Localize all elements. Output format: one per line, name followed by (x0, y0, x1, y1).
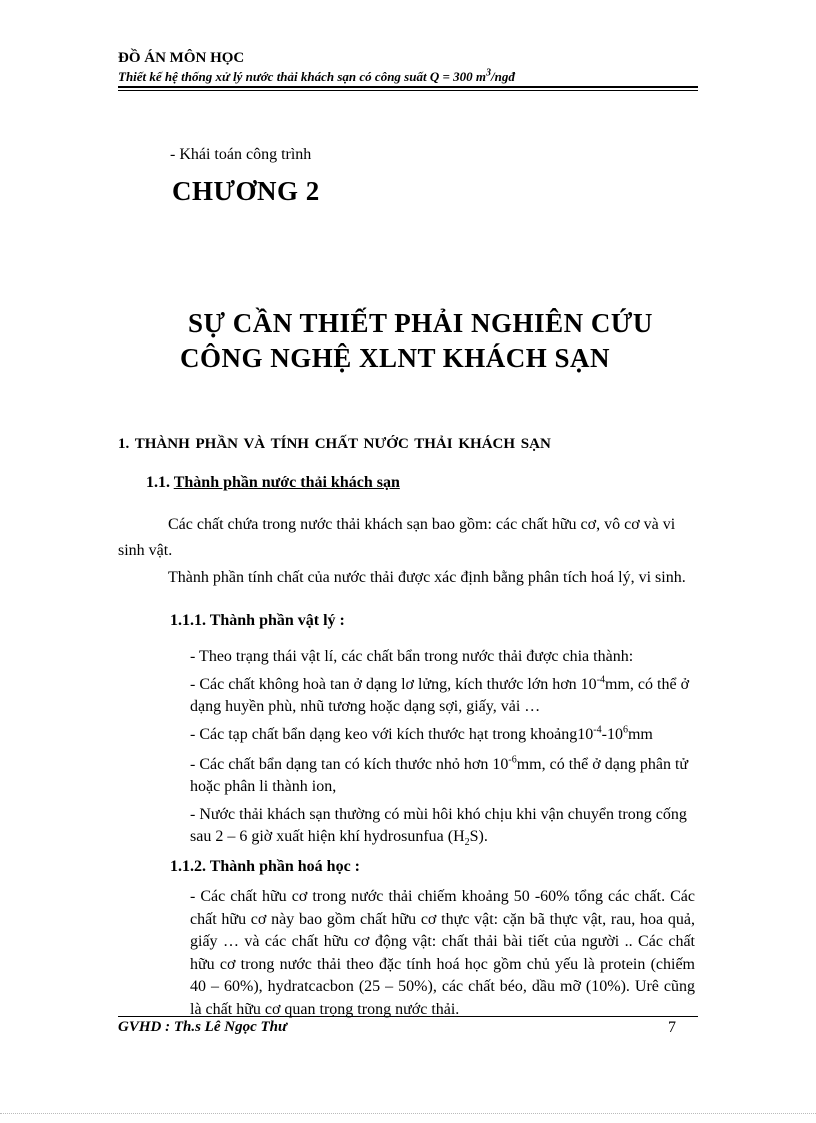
section-1-1-2-heading: 1.1.2. Thành phần hoá học : (170, 858, 360, 875)
section-1-1-title: Thành phần nước thải khách sạn (173, 474, 400, 491)
header-subtitle (118, 69, 515, 85)
header-subtitle-end: /ngđ (491, 69, 515, 84)
section-1-1-heading (146, 474, 400, 492)
paragraph-2: Thành phần tính chất của nước thải được xác định bằng phân tích hoá lý, vi sinh. (168, 569, 686, 586)
pre-line: - Khái toán công trình (170, 146, 312, 163)
physical-bullet-2: - Các chất không hoà tan ở dạng lơ lửng, kích thước lớn hơn $10^{-4}mm$, có thể ở dạng huyền phù, nhũ tương hoặc dạng sợi, giấy, vải … (190, 674, 690, 715)
footer-rule (118, 1016, 698, 1017)
section-1-1-1-heading: 1.1.1. Thành phần vật lý : (170, 612, 345, 629)
header-subtitle-main: Thiết kế hệ thống xử lý nước thải khách sạn có công suất Q = 300 m (118, 69, 486, 84)
header-subtitle-sup: 3 (486, 67, 491, 79)
chemical-bullet-1: - Các chất hữu cơ trong nước thải chiếm khoảng 50 -60% tổng các chất. Các chất hữu cơ này bao gồm chất hữu cơ thực vật: cặn bã thực vật, rau, hoa quả, giấy … và các chất hữu cơ động vật: chất thải bài tiết của người .. Các chất hữu cơ trong nước thải theo đặc tính hoá học gồm chủ yếu là protein (chiếm 40 – 60%), hydratcacbon (25 – 50%), các chất béo, dầu mỡ (10%). Urê cũng là chất hữu cơ quan trọng trong nước thải. (190, 888, 695, 1018)
chapter-title-line2: CÔNG NGHỆ XLNT KHÁCH SẠN (180, 343, 611, 373)
physical-bullet-1: - Theo trạng thái vật lí, các chất bẩn trong nước thải được chia thành: (190, 648, 634, 665)
physical-bullet-5: - Nước thải khách sạn thường có mùi hôi khó chịu khi vận chuyển trong cống sau 2 – 6 giờ xuất hiện khí hydrosunfua $(H_2S)$. (190, 806, 687, 849)
header-rule-thick (118, 86, 698, 88)
section-1-1-number: 1.1. (146, 474, 170, 491)
section-1-heading: 1. THÀNH PHẦN VÀ TÍNH CHẤT NƯỚC THẢI KHÁCH SẠN (118, 436, 551, 452)
chapter-title-line1: SỰ CẦN THIẾT PHẢI NGHIÊN CỨU (188, 308, 653, 338)
header-title: ĐỒ ÁN MÔN HỌC (118, 50, 245, 66)
page-break-line (0, 1113, 816, 1114)
physical-bullet-3: - Các tạp chất bẩn dạng keo với kích thước hạt trong $khoảng10^{-4}-10^6mm$ (190, 724, 653, 743)
header-rule-thin (118, 90, 698, 91)
physical-bullet-4: - Các chất bẩn dạng tan có kích thước nhỏ hơn $10^{-6}mm$, có thể ở dạng phân tử hoặc phân li thành ion, (190, 754, 689, 795)
footer-advisor: GVHD : Th.s Lê Ngọc Thư (118, 1019, 287, 1035)
paragraph-1: Các chất chứa trong nước thải khách sạn bao gồm: các chất hữu cơ, vô cơ và vi sinh vật. (118, 516, 676, 559)
chapter-heading: CHƯƠNG 2 (172, 176, 320, 206)
page-number: 7 (668, 1019, 676, 1036)
